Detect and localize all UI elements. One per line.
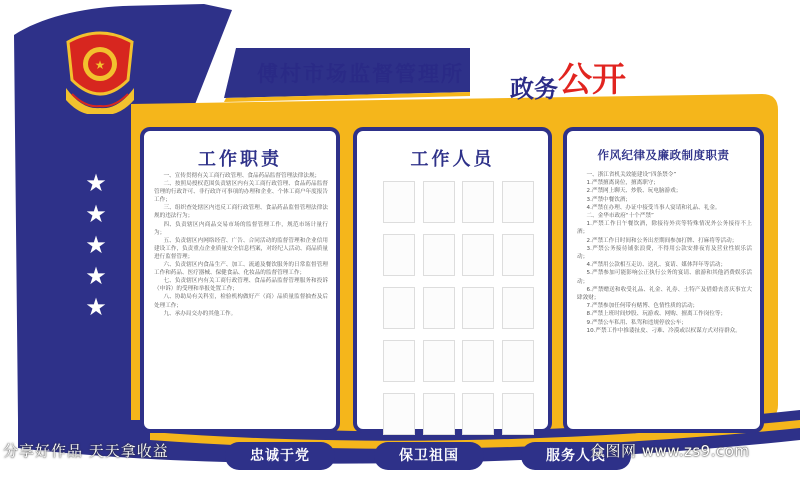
staff-photo-slot [423, 340, 455, 382]
rules-text [577, 171, 752, 335]
star-column [82, 168, 110, 323]
staff-photo-slot [383, 287, 415, 329]
rule-item: 2.严禁网上聊天、炒股、玩电脑游戏； [586, 188, 682, 195]
rule-item: 10.严禁工作中推诿扯皮、刁难、冷漠或以权谋方式对待群众。 [586, 327, 741, 334]
staff-photo-slot [462, 393, 494, 435]
duties-text [154, 172, 328, 318]
rules-panel [563, 127, 764, 433]
staff-photo-slot [462, 340, 494, 382]
watermark-right: 众图网 www.zs9.com [590, 442, 750, 460]
staff-photo-slot [383, 181, 415, 223]
staff-photo-slot [502, 234, 534, 276]
svg-text:★: ★ [94, 58, 106, 72]
duty-item: 五、负责辖区内网络经营、广告、合同活动的监督管理和企业信用建设工作，负责重点企业质量安全信息档案，对经纪人活动、商品质量进行监督管理； [154, 237, 328, 260]
staff-photo-slot [423, 181, 455, 223]
staff-photo-slot [462, 287, 494, 329]
slogan-defend: 保卫祖国 [374, 442, 484, 470]
star-icon: ★ [85, 231, 107, 259]
staff-photo-slot [383, 234, 415, 276]
subtitle-accent: 公开 [558, 60, 626, 100]
duties-panel [140, 127, 340, 433]
rule-item: 8.严禁上班时间炒股、玩游戏、网购、擅离工作岗位等； [586, 311, 727, 318]
market-regulation-emblem-icon [62, 28, 138, 114]
duty-item: 三、组织查处辖区内违反工商行政管理、食品药品监督管理法律法规的违法行为； [154, 205, 328, 220]
duties-title: 工作职责 [198, 149, 282, 170]
duty-item: 二、按照局授权范围负责辖区内有关工商行政管理、食品药品监督管理的行政许可、非行政许可事项的办理和企业、个体工商户年度报告工作； [154, 181, 328, 204]
rule-item: 7.严禁参加任何带有赌博、色情性质的活动； [586, 303, 699, 310]
slogan-loyalty: 忠诚于党 [225, 442, 335, 470]
rule-item: 5.严禁参加可能影响公正执行公务的宴请、旅游和其他消费娱乐活动； [577, 270, 752, 285]
subtitle-prefix: 政务 [510, 75, 558, 103]
office-title: 傅村市场监督管理所 [257, 62, 464, 86]
rule-item: 3.严禁公务接待铺张浪费，不得用公款安排夜宵及营业性娱乐活动； [577, 245, 752, 261]
watermark-left: 分享好作品 天天拿收益 [3, 442, 169, 460]
duty-item: 六、负责辖区内食品生产、加工、流通及餐饮服务的日常监督管理工作和药品、医疗器械、保健食品、化妆品的监督管理工作； [154, 262, 328, 277]
header-subtitle [510, 58, 626, 107]
staff-title: 工作人员 [410, 149, 495, 170]
rule-item: 2.严禁工作日时间和公务出差期间参加打牌、打麻将等活动； [586, 237, 738, 244]
star-icon: ★ [85, 200, 107, 228]
rule-item: 4.严禁用公款相互走访、送礼、宴请、媒体拜年等活动； [586, 262, 727, 269]
duty-item: 一、宣传贯彻有关工商行政管理、食品药品监督管理法律法规； [163, 173, 321, 179]
rule-item: 3.严禁中餐饮酒； [586, 196, 632, 203]
staff-photo-slot [423, 287, 455, 329]
staff-photo-slot [462, 181, 494, 223]
staff-panel [353, 127, 552, 433]
staff-photo-slot [383, 340, 415, 382]
staff-photo-slot [502, 340, 534, 382]
staff-photo-slot [383, 393, 415, 435]
duty-item: 九、承办局交办的其他工作。 [163, 310, 237, 317]
duty-item: 四、负责辖区内商品交易市场的监督管理工作，规范市场计量行为； [154, 221, 328, 236]
rule-item: 1.严禁擅离岗位，擅离职守； [586, 180, 659, 187]
staff-photo-slot [423, 393, 455, 435]
star-icon: ★ [85, 262, 107, 290]
staff-photo-grid [383, 181, 534, 446]
star-icon: ★ [85, 169, 107, 197]
duty-item: 七、负责辖区内有关工商行政管理、食品药品监督管理服务和投诉（申诉）的受理和举报处置工作； [154, 278, 328, 293]
star-icon: ★ [85, 293, 107, 321]
staff-photo-slot [462, 234, 494, 276]
rule-item: 1.严禁工作日午餐饮酒，除接待外宾等特殊情况外公务接待不上酒； [577, 221, 752, 236]
slogan-serve: 服务人民 [521, 442, 631, 470]
duty-item: 八、协助局有关科室，检验机构做好产（商）品质量监督抽查及后处理工作； [154, 294, 328, 309]
staff-photo-slot [502, 393, 534, 435]
rules-title: 作风纪律及廉政制度职责 [597, 148, 730, 162]
rule-item: 一、浙江省机关效能建设“四条禁令” [586, 172, 677, 178]
rule-item: 6.严禁赠送和收受礼品、礼金、礼券、土特产及借婚丧喜庆事宜大肆敛财； [577, 286, 752, 302]
staff-photo-slot [502, 287, 534, 329]
rule-item: 9.严禁公车私用、私驾和违规停放公车； [586, 319, 687, 326]
rule-item: 4.严禁在办理、办证中接受当事人宴请和礼品、礼金。 [586, 204, 721, 211]
staff-photo-slot [502, 181, 534, 223]
staff-photo-slot [423, 234, 455, 276]
rule-item: 二、金华市政府“十个严禁” [586, 213, 654, 220]
